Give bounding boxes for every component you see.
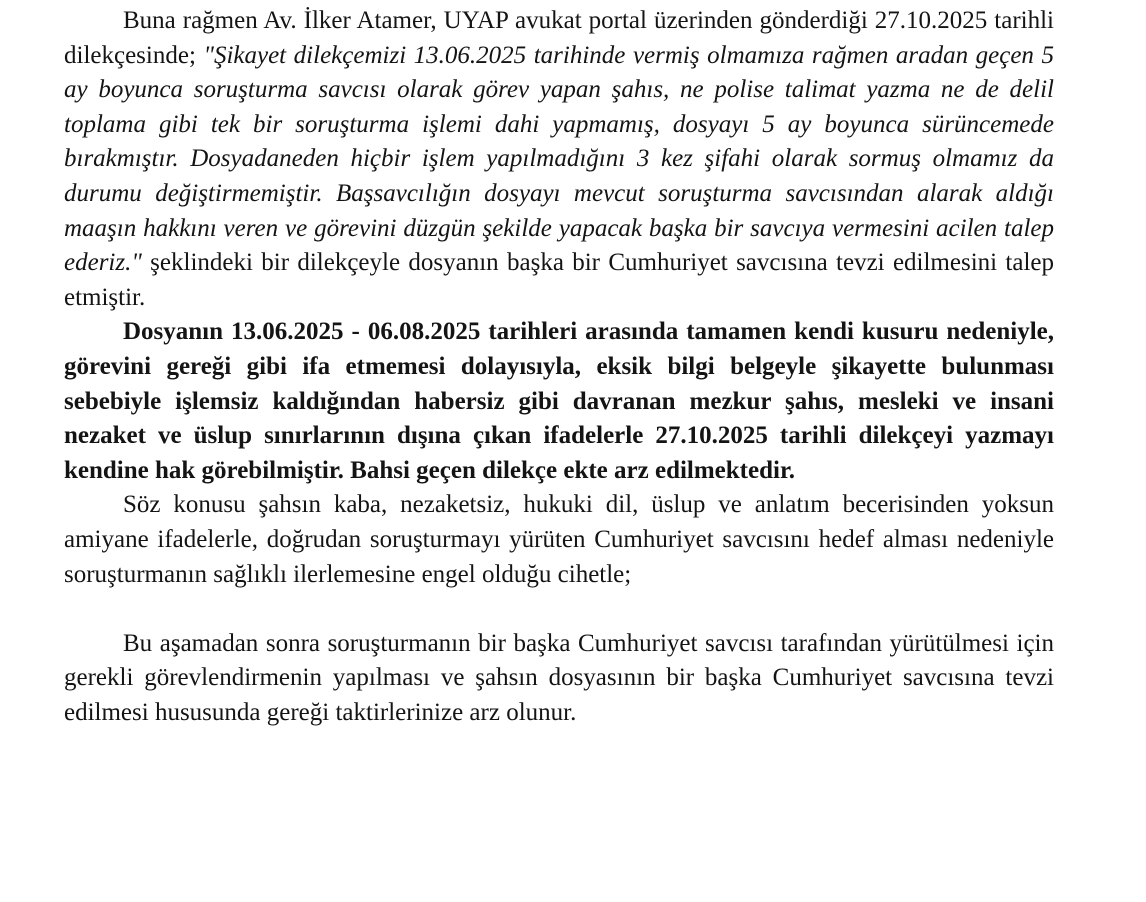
paragraph-spacer — [64, 592, 1054, 627]
quoted-petition-text: "Şikayet dilekçemizi 13.06.2025 tarihinde vermiş olmamıza rağmen aradan geçen 5 ay boyunca soruşturma savcısı olarak görev yapan şahıs, ne polise talimat yazma ne de delil toplama gibi tek bir soruşturma işlemi dahi yapmamış, dosyayı 5 ay boyunca sürüncemede bırakmıştır. Dosyadaneden hiçbir işlem yapılmadığını 3 kez şifahi olarak sormuş olmamız da durumu değiştirmemiştir. Başsavcılığın dosyayı mevcut soruşturma savcısından alarak aldığı maaşın hakkını veren ve görevini düzgün şekilde yapacak başka bir savcıya vermesini acilen talep ederiz." — [64, 41, 1054, 277]
paragraph-conduct-description: Söz konusu şahsın kaba, nezaketsiz, hukuki dil, üslup ve anlatım becerisinden yoksun amiyane ifadelerle, doğrudan soruşturmayı yürüten Cumhuriyet savcısını hedef alması nedeniyle soruşturmanın sağlıklı ilerlemesine engel olduğu cihetle; — [64, 491, 1054, 588]
paragraph-tail-text: şeklindeki bir dilekçeyle dosyanın başka bir Cumhuriyet savcısına tevzi edilmesini talep etmiştir. — [64, 249, 1054, 311]
paragraph-petition-summary — [64, 4, 1054, 315]
paragraph-lead-text: Buna rağmen Av. İlker Atamer, UYAP avukat portal üzerinden gönderdiği 27.10.2025 tarihli dilekçesinde; — [64, 7, 1054, 69]
paragraph-bold-statement: Dosyanın 13.06.2025 - 06.08.2025 tarihleri arasında tamamen kendi kusuru nedeniyle, görevini gereği gibi ifa etmemesi dolayısıyla, eksik bilgi belgeyle şikayette bulunması sebebiyle işlemsiz kaldığından habersiz gibi davranan mezkur şahıs, mesleki ve insani nezaket ve üslup sınırlarının dışına çıkan ifadelerle 27.10.2025 tarihli dilekçeyi yazmayı kendine hak görebilmiştir. Bahsi geçen dilekçe ekte arz edilmektedir. — [64, 318, 1054, 484]
paragraph-request-conclusion: Bu aşamadan sonra soruşturmanın bir başka Cumhuriyet savcısı tarafından yürütülmesi için gerekli görevlendirmenin yapılması ve şahsın dosyasının bir başka Cumhuriyet savcısına tevzi edilmesi hususunda gereği taktirlerinize arz olunur. — [64, 629, 1054, 726]
document-page — [64, 4, 1054, 730]
